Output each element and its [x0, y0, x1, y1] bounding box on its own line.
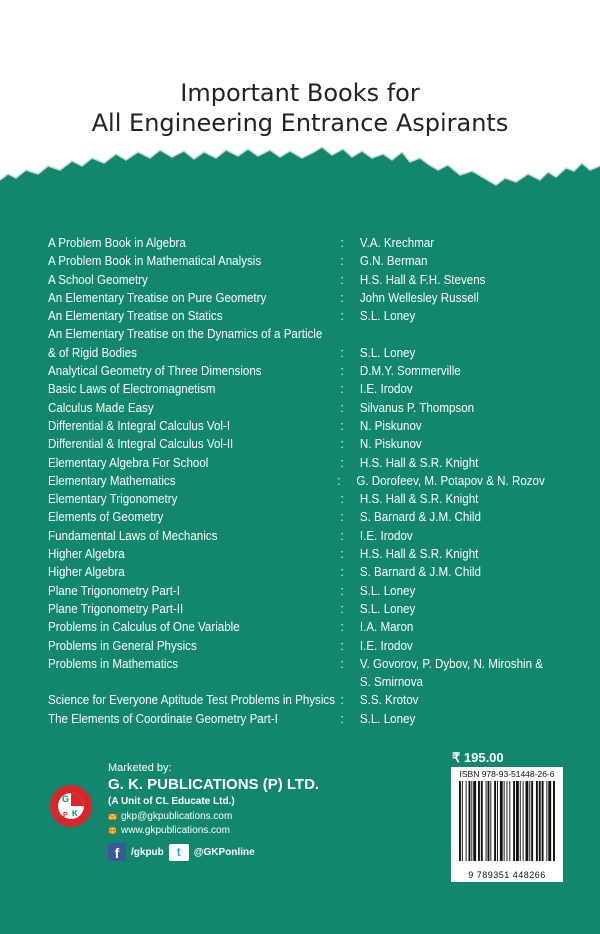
book-row	[48, 399, 545, 417]
book-row	[48, 527, 545, 545]
book-author: V. Govorov, P. Dybov, N. Miroshin &	[359, 656, 543, 671]
book-separator: :	[340, 601, 344, 616]
barcode-bar	[488, 781, 490, 861]
book-title: Elementary Algebra For School	[48, 455, 209, 470]
book-title: Plane Trigonometry Part-I	[48, 583, 181, 598]
book-row	[48, 380, 545, 398]
barcode-bar	[539, 781, 541, 861]
book-row	[48, 344, 545, 362]
book-separator: :	[337, 473, 341, 488]
heading-line-1: Important Books for	[180, 79, 420, 107]
publisher-name: G. K. PUBLICATIONS (P) LTD.	[108, 776, 320, 793]
book-title: Fundamental Laws of Mechanics	[48, 528, 218, 543]
barcode-bar	[531, 781, 533, 861]
publisher-logo	[48, 783, 94, 829]
book-title: The Elements of Coordinate Geometry Part-I	[48, 711, 278, 726]
barcode-bar	[513, 781, 515, 861]
book-title: Plane Trigonometry Part-II	[48, 601, 184, 616]
barcode-bar	[481, 781, 483, 861]
book-author: John Wellesley Russell	[359, 290, 479, 305]
book-separator: :	[340, 455, 344, 470]
book-title: Differential & Integral Calculus Vol-II	[48, 437, 234, 452]
barcode-bar	[548, 781, 551, 861]
book-row	[48, 252, 545, 270]
book-row	[48, 307, 545, 325]
publisher-email[interactable]: gkp@gkpublications.com	[121, 811, 233, 822]
barcode-bar	[523, 781, 524, 861]
book-separator: :	[340, 711, 344, 726]
book-row	[48, 691, 545, 709]
publisher-website-row	[108, 825, 230, 836]
book-title: An Elementary Treatise on Pure Geometry	[48, 290, 267, 305]
book-list	[48, 234, 588, 728]
book-title: An Elementary Treatise on Statics	[48, 309, 223, 324]
publisher-unit: (A Unit of CL Educate Ltd.)	[108, 796, 235, 807]
social-links	[108, 843, 255, 861]
barcode-bar	[471, 781, 472, 861]
book-title: Analytical Geometry of Three Dimensions	[48, 364, 262, 379]
book-separator: :	[340, 437, 344, 452]
book-author: V.A. Krechmar	[359, 236, 435, 250]
book-title: A School Geometry	[48, 272, 148, 287]
barcode-bar	[526, 781, 529, 861]
barcode-bar	[490, 781, 491, 861]
book-row	[48, 618, 545, 636]
book-title: & of Rigid Bodies	[48, 345, 137, 360]
book-author: G.N. Berman	[359, 254, 428, 269]
book-title: An Elementary Treatise on the Dynamics of a Particle	[48, 327, 323, 342]
book-separator: :	[340, 364, 344, 379]
book-row	[48, 234, 545, 252]
barcode-bar	[497, 781, 498, 861]
cover-heading	[0, 78, 600, 138]
barcode-bars	[457, 781, 557, 861]
book-title: Calculus Made Easy	[48, 400, 154, 415]
facebook-icon: f	[108, 843, 126, 861]
book-separator: :	[340, 656, 344, 671]
book-separator	[341, 673, 360, 691]
book-author: G. Dorofeev, M. Potapov & N. Rozov	[356, 473, 545, 488]
book-author: H.S. Hall & S.R. Knight	[359, 455, 479, 470]
barcode-number: 9 789351 448266	[468, 870, 546, 880]
twitter-handle[interactable]: @GKPonline	[193, 846, 255, 858]
book-row	[48, 435, 545, 453]
book-author	[360, 325, 545, 343]
barcode-bar	[473, 781, 476, 861]
book-separator: :	[340, 583, 344, 598]
book-separator: :	[340, 309, 344, 324]
book-title: Elementary Mathematics	[48, 473, 176, 488]
book-row	[48, 508, 545, 526]
book-author: S.L. Loney	[359, 601, 416, 616]
book-title: Higher Algebra	[48, 565, 125, 580]
book-separator: :	[340, 620, 344, 635]
book-row	[48, 454, 545, 472]
book-row	[48, 710, 545, 728]
book-row	[48, 490, 545, 508]
barcode-bar	[462, 781, 463, 861]
book-separator: :	[340, 400, 344, 415]
book-title	[48, 673, 341, 691]
barcode-bar	[494, 781, 496, 861]
facebook-handle[interactable]: /gkpub	[131, 846, 164, 858]
book-row	[48, 582, 545, 600]
barcode-bar	[466, 781, 467, 861]
book-separator: :	[340, 345, 344, 360]
book-row	[48, 637, 545, 655]
barcode-bar	[507, 781, 508, 861]
book-row	[48, 563, 545, 581]
book-author: S. Barnard & J.M. Child	[359, 510, 481, 525]
book-author: N. Piskunov	[359, 418, 422, 433]
book-author: S.L. Loney	[359, 711, 416, 726]
book-separator: :	[340, 510, 344, 525]
book-row	[48, 271, 545, 289]
book-row	[48, 600, 545, 618]
publisher-email-row	[108, 811, 232, 822]
book-separator: :	[340, 547, 344, 562]
book-separator: :	[340, 565, 344, 580]
book-author: I.A. Maron	[359, 620, 414, 635]
book-separator: :	[340, 236, 344, 250]
book-separator: :	[340, 382, 344, 397]
barcode-bar	[469, 781, 471, 861]
book-title: Elements of Geometry	[48, 510, 164, 525]
barcode-bar	[459, 781, 461, 861]
book-author: I.E. Irodov	[359, 638, 413, 653]
svg-text:P: P	[63, 812, 68, 819]
book-title: Problems in General Physics	[48, 638, 197, 653]
book-author: S. Barnard & J.M. Child	[359, 565, 481, 580]
book-author: S.L. Loney	[359, 309, 416, 324]
book-row	[48, 655, 545, 673]
book-title: Basic Laws of Electromagnetism	[48, 382, 216, 397]
barcode-bar	[516, 781, 519, 861]
book-author: N. Piskunov	[359, 437, 422, 452]
barcode-bar	[546, 781, 547, 861]
barcode-bar	[520, 781, 521, 861]
price: ₹ 195.00	[452, 750, 504, 765]
book-title: A Problem Book in Algebra	[48, 236, 186, 250]
heading-line-2: All Engineering Entrance Aspirants	[91, 109, 509, 137]
book-title: Differential & Integral Calculus Vol-I	[48, 418, 231, 433]
barcode-bar	[536, 781, 538, 861]
book-title: Problems in Calculus of One Variable	[48, 620, 240, 635]
barcode-bar	[478, 781, 480, 861]
book-separator: :	[340, 638, 344, 653]
barcode-bar	[553, 781, 555, 861]
barcode-bar	[504, 781, 505, 861]
book-row	[48, 417, 545, 435]
book-separator: :	[340, 290, 344, 305]
book-row	[48, 673, 545, 691]
barcode-bar	[509, 781, 510, 861]
book-row	[48, 472, 545, 490]
barcode-bar	[486, 781, 487, 861]
marketed-by-label: Marketed by:	[108, 762, 172, 774]
book-row	[48, 362, 545, 380]
book-author: S.S. Krotov	[359, 693, 419, 708]
twitter-icon: t	[169, 844, 189, 861]
book-author: H.S. Hall & S.R. Knight	[359, 492, 479, 507]
book-separator	[341, 325, 360, 343]
book-title: A Problem Book in Mathematical Analysis	[48, 254, 262, 269]
book-separator: :	[340, 528, 344, 543]
barcode-bar	[500, 781, 503, 861]
publisher-website[interactable]: www.gkpublications.com	[121, 825, 230, 836]
book-title: Elementary Trigonometry	[48, 492, 178, 507]
book-author: D.M.Y. Sommerville	[359, 364, 461, 379]
book-title: Higher Algebra	[48, 547, 125, 562]
book-author: H.S. Hall & F.H. Stevens	[359, 272, 486, 287]
mail-icon	[108, 812, 117, 821]
book-separator: :	[340, 254, 344, 269]
barcode-bar	[542, 781, 544, 861]
book-row	[48, 289, 545, 307]
book-author: S.L. Loney	[359, 583, 416, 598]
book-row	[48, 545, 545, 563]
book-title: Problems in Mathematics	[48, 656, 179, 671]
book-author: I.E. Irodov	[359, 528, 413, 543]
globe-icon	[108, 826, 117, 835]
book-author: I.E. Irodov	[359, 382, 413, 397]
svg-text:G: G	[62, 794, 70, 804]
book-separator: :	[340, 418, 344, 433]
book-author: Silvanus P. Thompson	[359, 400, 475, 415]
book-author: H.S. Hall & S.R. Knight	[359, 547, 479, 562]
book-title: Science for Everyone Aptitude Test Problems in Physics	[48, 693, 336, 708]
svg-text:K: K	[72, 809, 78, 818]
book-separator: :	[340, 693, 344, 708]
book-separator: :	[340, 492, 344, 507]
isbn-barcode	[451, 767, 563, 882]
book-author: S. Smirnova	[359, 675, 423, 690]
barcode-bar	[529, 781, 530, 861]
book-row	[48, 325, 545, 343]
isbn-text: ISBN 978-93-51448-26-6	[459, 769, 555, 779]
book-author: S.L. Loney	[359, 345, 416, 360]
book-separator: :	[340, 272, 344, 287]
